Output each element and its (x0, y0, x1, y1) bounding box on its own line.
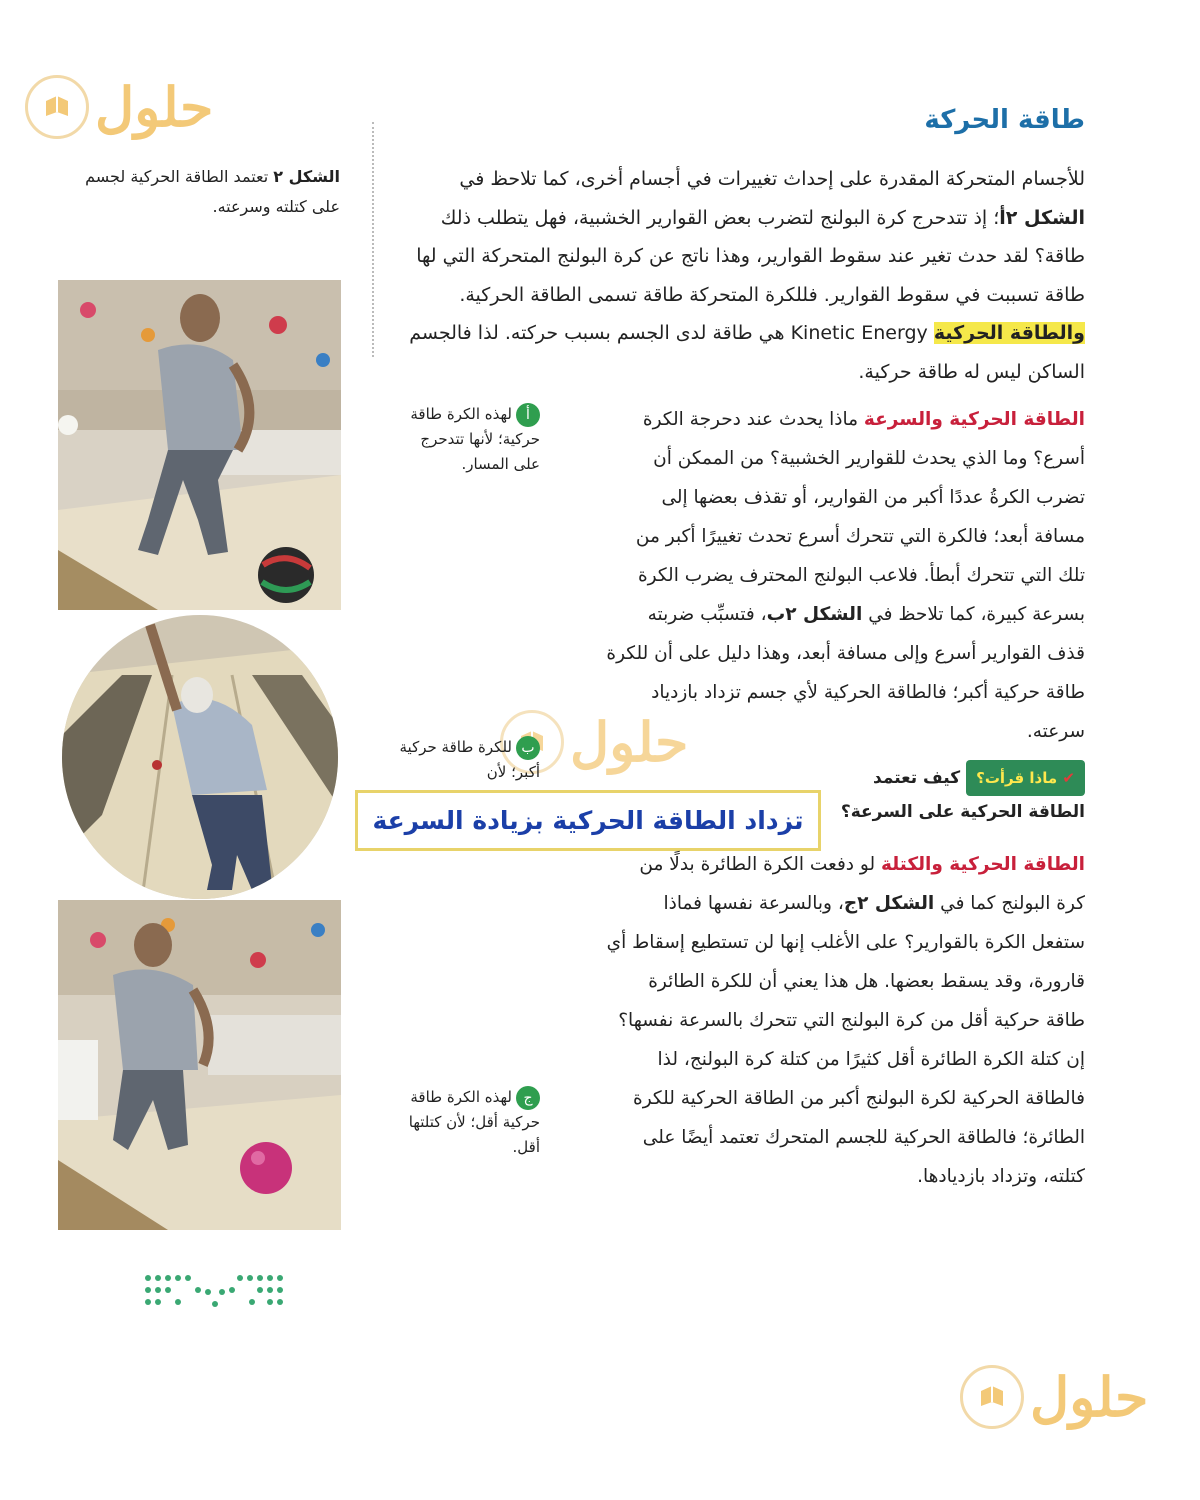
note-tag-b: ب (516, 736, 540, 760)
side-note-b (395, 735, 540, 785)
bowling-photo-a (58, 280, 341, 610)
side-note-c (395, 1085, 540, 1160)
book-icon (960, 1365, 1024, 1429)
section-heading-mass: الطاقة الحركية والكتلة (881, 854, 1085, 875)
note-tag-a: أ (516, 403, 540, 427)
watermark-logo-bottom (960, 1365, 1148, 1429)
note-text-c: لهذه الكرة طاقة حركية أقل؛ لأن كتلتها أقل. (408, 1088, 540, 1156)
reading-check-badge (966, 760, 1085, 796)
watermark-logo-top (25, 75, 213, 139)
intro-text-3: Kinetic Energy هي طاقة لدى الجسم بسبب حركته. لذا فالجسم الساكن ليس له طاقة حركية. (409, 322, 1085, 383)
bowling-photo-c (58, 900, 341, 1230)
section-heading-speed: الطاقة الحركية والسرعة (863, 409, 1085, 430)
section-mass (605, 845, 1085, 1196)
book-icon (25, 75, 89, 139)
section-speed-text-1: ماذا يحدث عند دحرجة الكرة أسرع؟ وما الذي يحدث للقوارير الخشبية؟ من الممكن أن تضرب الكرةُ عددًا أكبر من القوارير، أو تقذف بعضها إلى مسافة أبعد؛ فالكرة التي تتحرك أسرع تحدث تغييرًا أكبر من تلك التي تتحرك أبطأ. فلاعب البولنج المحترف يضرب الكرة بسرعة كبيرة، كما تلاحظ في (635, 409, 1085, 625)
side-note-a (395, 402, 540, 477)
section-mass-text-1: لو دفعت الكرة الطائرة بدلًا من كرة البولنج كما في (639, 854, 1085, 914)
section-mass-text-2: ، وبالسرعة نفسها فماذا ستفعل الكرة بالقوارير؟ على الأغلب إنها لن تستطيع إسقاط أي قارورة، وقد يسقط بعضها. هل هذا يعني أن للكرة الطائرة طاقة حركية أقل من كرة البولنج التي تتحرك بالسرعة نفسها؟ إن كتلة الكرة الطائرة أقل كثيرًا من كتلة كرة البولنج، لذا فالطاقة الحركية لكرة البولنج أكبر من الطاقة الحركية للكرة الطائرة؛ فالطاقة الحركية للجسم المتحرك تعتمد أيضًا على كتلته، وتزداد بازديادها. (606, 893, 1085, 1187)
answer-text: تزداد الطاقة الحركية بزيادة السرعة (372, 806, 804, 835)
key-term: والطاقة الحركية (933, 322, 1085, 344)
watermark-text: حلول (570, 710, 689, 774)
intro-paragraph (395, 160, 1085, 391)
figure-reference: الشكل ٢ب (766, 604, 863, 625)
column-divider (372, 122, 374, 357)
ministry-dots-logo (140, 1270, 290, 1319)
watermark-text: حلول (95, 75, 214, 139)
figure-caption (55, 162, 340, 222)
section-speed (605, 400, 1085, 751)
reading-check-question: كيف تعتمد الطاقة الحركية على السرعة؟ (840, 768, 1085, 822)
reading-check (830, 760, 1085, 828)
intro-text-2: ؛ إذ تتدحرج كرة البولنج لتضرب بعض القوارير الخشبية، فهل يتطلب ذلك طاقة؟ لقد حدث تغير عند سقوط القوارير، وهذا ناتج عن كرة البولنج المتحركة التي لها طاقة تسببت في سقوط القوارير. فللكرة المتحركة طاقة تسمى الطاقة الحركية. (416, 206, 1085, 306)
answer-box (355, 790, 821, 851)
note-tag-c: ج (516, 1086, 540, 1110)
note-text-b: للكرة طاقة حركية أكبر؛ لأن (399, 738, 540, 781)
check-mark-icon: ✔ (1062, 769, 1075, 787)
intro-text-1: للأجسام المتحركة المقدرة على إحداث تغييرات في أجسام أخرى، كما تلاحظ في (459, 168, 1085, 190)
section-speed-text-2: ، فتسبِّب ضربته قذف القوارير أسرع وإلى مسافة أبعد، وهذا دليل على أن للكرة طاقة حركية أكبر؛ فالطاقة الحركية لأي جسم تزداد بازدياد سرعته. (606, 604, 1085, 742)
note-text-a: لهذه الكرة طاقة حركية؛ لأنها تتدحرج على المسار. (410, 405, 540, 473)
figure-reference: الشكل ٢ج (843, 893, 935, 914)
bowling-photo-b (62, 615, 338, 899)
figure-reference: الشكل ٢أ (999, 206, 1085, 229)
page-title: طاقة الحركة (924, 105, 1085, 135)
reading-check-badge-label: ماذا قرأت؟ (976, 769, 1058, 787)
watermark-text: حلول (1030, 1365, 1149, 1429)
figure-caption-text: تعتمد الطاقة الحركية لجسم على كتلته وسرعته. (85, 167, 340, 216)
figure-label: الشكل ٢ (273, 167, 340, 186)
